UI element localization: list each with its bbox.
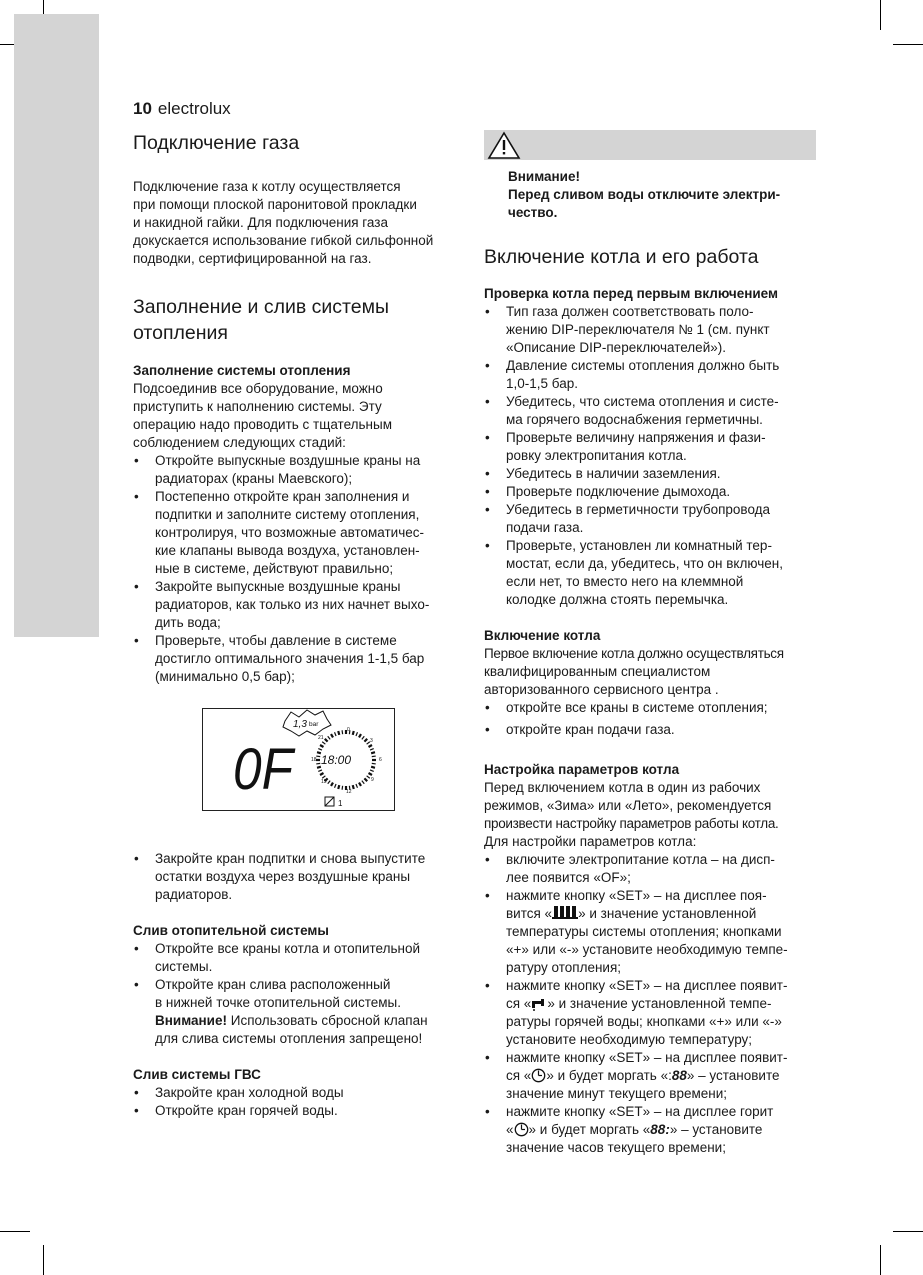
switch-on-list bbox=[484, 699, 816, 739]
list-item: • Закройте кран холодной воды bbox=[133, 1084, 465, 1102]
display-pressure: 1,3 bbox=[293, 719, 307, 730]
display-pressure-unit: bar bbox=[309, 721, 319, 728]
dial-segment bbox=[353, 785, 354, 789]
dial-segment bbox=[325, 739, 328, 742]
warning-bar bbox=[484, 130, 816, 160]
list-item: • Тип газа должен соответствовать поло- жению DIP-переключателя № 1 (см. пункт «Описание DIP-переключателей»). bbox=[484, 303, 816, 357]
dial-segment bbox=[320, 773, 323, 775]
dial-segment bbox=[328, 736, 330, 739]
clock-icon bbox=[514, 1122, 529, 1137]
dial-segment bbox=[335, 784, 337, 788]
list-item: • нажмите кнопку «SET» – на дисплее поя- вится « » и значение установленной температуры системы отопления; кнопками «+» или «-» установите необходимую темпе- ратуру отопления; bbox=[484, 887, 816, 977]
switch-on-paragraph: Первое включение котла должно осуществляться квалифицированным специалистом авторизованного сервисного центра . bbox=[484, 646, 784, 697]
dial-segment bbox=[359, 734, 361, 737]
clock-icon bbox=[531, 1068, 546, 1083]
crop-mark bbox=[43, 1245, 44, 1275]
list-item: • Убедитесь в наличии заземления. bbox=[484, 465, 816, 483]
list-item: • откройте кран подачи газа. bbox=[484, 721, 816, 739]
gas-paragraph: Подключение газа к котлу осуществляется при помощи плоской паронитовой прокладки и накидной гайки. Для подключения газа докускается использование гибкой сильфонной подводки, сертифицированной на газ. bbox=[133, 179, 434, 266]
check-subtitle: Проверка котла перед первым включением bbox=[484, 286, 778, 301]
radiator-icon bbox=[552, 905, 578, 921]
section-color-band bbox=[14, 14, 99, 637]
page-header bbox=[133, 99, 231, 119]
dial-segment bbox=[369, 745, 372, 747]
dial-label: 21 bbox=[318, 735, 324, 741]
dial-segment bbox=[328, 781, 330, 784]
dhw-list bbox=[133, 1084, 465, 1120]
dial-label: 12 bbox=[346, 789, 352, 795]
fill-section-title: Заполнение и слив системы отопления bbox=[133, 296, 389, 344]
list-item: • Откройте кран слива расположенный в нижней точке отопительной системы. Внимание! Использовать сбросной клапан для слива системы отопления запрещено! bbox=[133, 976, 465, 1048]
crop-mark bbox=[880, 1245, 881, 1275]
dial-segment bbox=[342, 786, 343, 790]
dial-segment bbox=[322, 776, 325, 778]
display-main-code: 0F bbox=[233, 737, 297, 802]
drain-list bbox=[133, 940, 465, 1048]
dial-label: 15 bbox=[321, 779, 327, 785]
dial-segment bbox=[372, 756, 376, 757]
dial-segment bbox=[318, 749, 322, 751]
warning-label: Внимание! bbox=[508, 169, 580, 184]
list-item: • Проверьте подключение дымохода. bbox=[484, 483, 816, 501]
fill-subtitle: Заполнение системы отопления bbox=[133, 363, 351, 378]
warning-icon bbox=[487, 131, 521, 159]
warning-text: Внимание! Перед сливом воды отключите электри- чество. bbox=[508, 169, 781, 220]
settings-list bbox=[484, 851, 816, 1157]
display-time: 18:00 bbox=[320, 753, 352, 767]
list-item: • Проверьте, чтобы давление в системе достигло оптимального значения 1-1,5 бар (минимально 0,5 бар); bbox=[133, 632, 465, 686]
list-item: • Откройте все краны котла и отопительной системы. bbox=[133, 940, 465, 976]
dial-segment bbox=[318, 770, 322, 772]
dial-segment bbox=[372, 763, 376, 764]
dial-label: 6 bbox=[379, 757, 382, 763]
dial-segment bbox=[342, 730, 343, 734]
minutes-digits: 88 bbox=[671, 1068, 687, 1083]
list-item: • Давление системы отопления должно быть 1,0-1,5 бар. bbox=[484, 357, 816, 393]
dial-segment bbox=[316, 756, 320, 757]
switch-on-subtitle: Включение котла bbox=[484, 628, 601, 643]
radiator-icon-stroke bbox=[325, 797, 334, 806]
dial-segment bbox=[369, 773, 372, 775]
gas-section-title: Подключение газа bbox=[133, 132, 300, 154]
list-item: • откройте все краны в системе отопления; bbox=[484, 699, 816, 717]
dial-segment bbox=[371, 752, 375, 753]
dial-segment bbox=[331, 783, 333, 786]
dial-segment bbox=[362, 781, 364, 784]
dial-label: 0 bbox=[347, 727, 350, 733]
dial-segment bbox=[335, 732, 337, 736]
dial-segment bbox=[364, 778, 367, 781]
fill-intro: Подсоединив все оборудование, можно приступить к наполнению системы. Эту операцию надо проводить с тщательным соблюдением следующих стадий: bbox=[133, 381, 392, 450]
dial-segment bbox=[364, 739, 367, 742]
dial-segment bbox=[370, 749, 374, 751]
list-item: • Постепенно откройте кран заполнения и подпитки и заполните систему отопления, контролируя, что возможные автоматичес- кие клапаны вывода воздуха, установлен- ные в системе, действуют правильно; bbox=[133, 488, 465, 578]
crop-mark bbox=[893, 1231, 923, 1232]
boiler-display-illustration bbox=[202, 708, 395, 811]
water-tap-icon bbox=[531, 995, 547, 1011]
list-item: • Проверьте, установлен ли комнатный тер- мостат, если да, убедитесь, что он включен, если нет, то вместо него на клеммной колодке должна стоять перемычка. bbox=[484, 537, 816, 609]
dial-segment bbox=[371, 767, 375, 768]
dial-segment bbox=[331, 734, 333, 737]
drain-warning-label: Внимание! bbox=[155, 1013, 227, 1028]
dhw-subtitle: Слив системы ГВС bbox=[133, 1067, 261, 1082]
check-list bbox=[484, 303, 816, 609]
settings-paragraph: Перед включением котла в один из рабочих режимов, «Зима» или «Лето», рекомендуется произвести настройку параметров работы котла. Для настройки параметров котла: bbox=[484, 780, 779, 849]
fill-steps-list bbox=[133, 452, 465, 686]
list-item: • Проверьте величину напряжения и фази- ровку электропитания котла. bbox=[484, 429, 816, 465]
right-column bbox=[484, 130, 816, 1157]
page-number: 10 bbox=[133, 99, 152, 118]
fill-after-list bbox=[133, 850, 465, 904]
dial-segment bbox=[356, 732, 358, 736]
list-item: • Убедитесь в герметичности трубопровода подачи газа. bbox=[484, 501, 816, 537]
dial-segment bbox=[338, 785, 339, 789]
crop-mark bbox=[0, 1231, 30, 1232]
dial-segment bbox=[316, 763, 320, 764]
dial-label: 9 bbox=[371, 777, 374, 783]
dial-segment bbox=[362, 736, 364, 739]
crop-mark bbox=[880, 0, 881, 30]
dial-label: 3 bbox=[370, 738, 373, 744]
dial-segment bbox=[320, 745, 323, 747]
dial-segment bbox=[359, 783, 361, 786]
operation-section-title: Включение котла и его работа bbox=[484, 246, 759, 268]
list-item: • нажмите кнопку «SET» – на дисплее горит « » и будет моргать «88:» – установите значение часов текущего времени; bbox=[484, 1103, 816, 1157]
dial-label: 18 bbox=[311, 757, 317, 763]
display-index: 1 bbox=[338, 799, 343, 808]
list-item: • Закройте кран подпитки и снова выпустите остатки воздуха через воздушные краны радиаторов. bbox=[133, 850, 465, 904]
dial-segment bbox=[322, 742, 325, 744]
brand-name: electrolux bbox=[157, 99, 231, 118]
list-item: • Закройте выпускные воздушные краны радиаторов, как только из них начнет выхо- дить вода; bbox=[133, 578, 465, 632]
hours-digits: 88: bbox=[650, 1122, 670, 1137]
list-item: • включите электропитание котла – на дисп- лее появится «OF»; bbox=[484, 851, 816, 887]
dial-segment bbox=[370, 770, 374, 772]
left-column bbox=[133, 130, 465, 1120]
crop-mark bbox=[893, 44, 923, 45]
dial-segment bbox=[353, 731, 354, 735]
display-drawing bbox=[203, 709, 394, 810]
pressure-bubble bbox=[283, 710, 331, 736]
list-item: • Откройте выпускные воздушные краны на радиаторах (краны Маевского); bbox=[133, 452, 465, 488]
list-item: • Откройте кран горячей воды. bbox=[133, 1102, 465, 1120]
list-item: • Убедитесь, что система отопления и систе- ма горячего водоснабжения герметичны. bbox=[484, 393, 816, 429]
list-item: • нажмите кнопку «SET» – на дисплее появит- ся « » и значение установленной темпе- ратуры горячей воды; кнопками «+» или «-» установите необходимую температуру; bbox=[484, 977, 816, 1049]
settings-subtitle: Настройка параметров котла bbox=[484, 762, 680, 777]
list-item: • нажмите кнопку «SET» – на дисплее появит- ся « » и будет моргать «:88» – установите значение минут текущего времени; bbox=[484, 1049, 816, 1103]
dial-segment bbox=[356, 784, 358, 788]
dial-segment bbox=[338, 731, 339, 735]
dial-segment bbox=[367, 776, 370, 778]
drain-subtitle: Слив отопительной системы bbox=[133, 923, 329, 938]
